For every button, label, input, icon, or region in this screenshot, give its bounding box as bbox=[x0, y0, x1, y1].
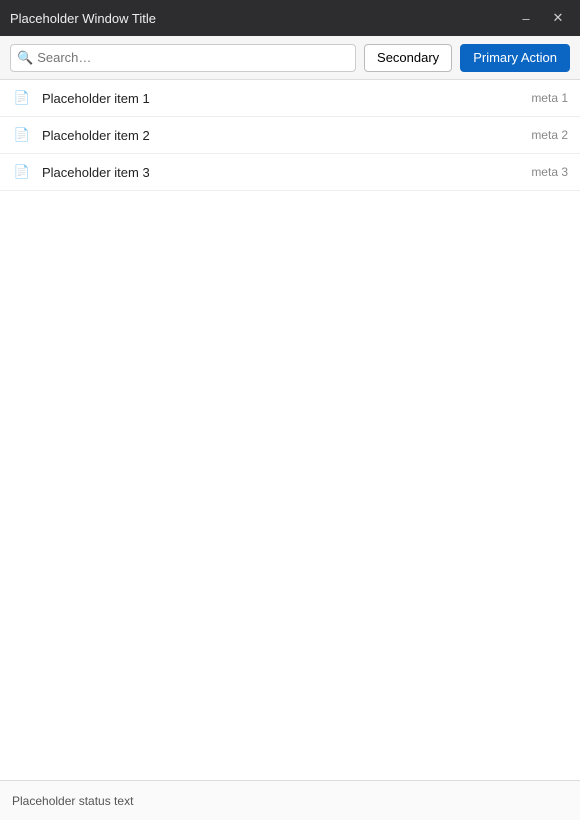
search-input[interactable] bbox=[37, 50, 349, 65]
list-item[interactable] bbox=[0, 80, 580, 117]
secondary-button[interactable]: Secondary bbox=[364, 44, 452, 72]
list-item-meta: meta 3 bbox=[531, 165, 568, 179]
search-icon: 🔍 bbox=[17, 49, 34, 65]
file-icon: 📄 bbox=[13, 90, 31, 105]
list-item-meta: meta 1 bbox=[531, 91, 568, 105]
item-list bbox=[0, 80, 580, 780]
toolbar bbox=[0, 36, 580, 80]
close-icon[interactable]: ✕ bbox=[552, 10, 564, 25]
list-item-meta: meta 2 bbox=[531, 128, 568, 142]
file-icon: 📄 bbox=[13, 127, 31, 142]
status-text: Placeholder status text bbox=[12, 793, 134, 808]
window-title: Placeholder Window Title bbox=[10, 10, 156, 26]
list-item-label: Placeholder item 2 bbox=[42, 127, 150, 143]
list-item[interactable] bbox=[0, 117, 580, 154]
list-item[interactable] bbox=[0, 154, 580, 191]
status-bar bbox=[0, 780, 580, 820]
minimize-icon[interactable]: – bbox=[522, 10, 530, 26]
list-item-label: Placeholder item 3 bbox=[42, 164, 150, 180]
primary-button[interactable]: Primary Action bbox=[460, 44, 570, 72]
file-icon: 📄 bbox=[13, 164, 31, 179]
list-item-label: Placeholder item 1 bbox=[42, 90, 150, 106]
search-box bbox=[10, 44, 356, 72]
title-bar bbox=[0, 0, 580, 36]
